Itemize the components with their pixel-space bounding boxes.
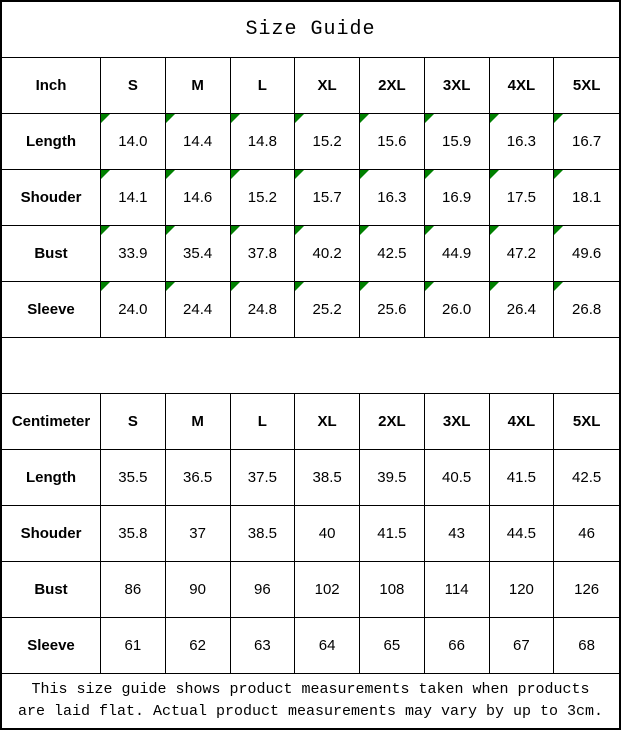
cell-value: 96 (254, 581, 271, 598)
row-label-cell (2, 282, 101, 338)
data-cell (425, 506, 490, 562)
data-cell (101, 114, 166, 170)
cell-corner-marker-icon (360, 282, 369, 291)
header-label: Bust (34, 245, 68, 262)
data-cell (166, 114, 231, 170)
data-cell (295, 170, 360, 226)
cell-corner-marker-icon (425, 226, 434, 235)
header-label: 2XL (378, 413, 406, 430)
data-cell (166, 562, 231, 618)
size-header-cell (425, 58, 490, 114)
data-cell (425, 282, 490, 338)
row-label-cell (2, 562, 101, 618)
data-cell (101, 450, 166, 506)
data-cell (101, 226, 166, 282)
header-label: 5XL (572, 413, 601, 430)
data-cell (425, 562, 490, 618)
data-cell (101, 562, 166, 618)
cell-value: 15.2 (312, 133, 342, 150)
data-cell (490, 562, 555, 618)
row-label-cell (2, 506, 101, 562)
cell-value: 24.8 (247, 301, 277, 318)
size-header-cell (166, 58, 231, 114)
header-label: Length (26, 469, 76, 486)
header-label: M (191, 413, 204, 430)
header-label: 4XL (507, 413, 536, 430)
size-header-cell (360, 394, 425, 450)
data-cell (490, 618, 555, 674)
data-cell (554, 506, 619, 562)
cell-value: 14.1 (118, 189, 148, 206)
unit-header-cell (2, 58, 101, 114)
data-cell (490, 226, 555, 282)
size-header-cell (231, 58, 296, 114)
data-cell (425, 226, 490, 282)
cell-value: 65 (383, 637, 401, 654)
cell-value: 26.0 (442, 301, 472, 318)
data-cell (295, 506, 360, 562)
data-cell (231, 170, 296, 226)
data-cell (554, 450, 619, 506)
cell-corner-marker-icon (554, 114, 563, 123)
cell-corner-marker-icon (554, 170, 563, 179)
cell-corner-marker-icon (425, 114, 434, 123)
data-cell (166, 226, 231, 282)
cell-corner-marker-icon (166, 170, 175, 179)
data-cell (295, 450, 360, 506)
cell-value: 67 (513, 637, 530, 654)
cell-value: 41.5 (506, 469, 536, 486)
cell-corner-marker-icon (360, 226, 369, 235)
header-label: S (127, 413, 138, 430)
data-cell (554, 618, 619, 674)
cell-corner-marker-icon (490, 170, 499, 179)
cell-value: 18.1 (572, 189, 602, 206)
size-header-cell (554, 58, 619, 114)
cell-value: 43 (448, 525, 465, 542)
header-label: 2XL (378, 77, 406, 94)
cell-value: 39.5 (377, 469, 407, 486)
data-cell (295, 226, 360, 282)
data-cell (360, 450, 425, 506)
header-label: 4XL (507, 77, 536, 94)
cell-value: 64 (318, 637, 336, 654)
data-cell (360, 562, 425, 618)
data-cell (231, 282, 296, 338)
cell-corner-marker-icon (166, 226, 175, 235)
size-header-cell (490, 394, 555, 450)
cell-value: 15.2 (247, 189, 277, 206)
cell-value: 44.9 (442, 245, 472, 262)
cell-corner-marker-icon (554, 282, 563, 291)
cell-value: 114 (444, 581, 469, 598)
row-label-cell (2, 450, 101, 506)
data-cell (490, 282, 555, 338)
cell-corner-marker-icon (101, 114, 110, 123)
data-cell (231, 226, 296, 282)
row-label-cell (2, 170, 101, 226)
row-label-cell (2, 618, 101, 674)
data-cell (554, 170, 619, 226)
cell-value: 68 (578, 637, 595, 654)
cell-corner-marker-icon (101, 170, 110, 179)
data-cell (295, 114, 360, 170)
cell-value: 40.5 (442, 469, 472, 486)
cell-value: 24.0 (118, 301, 148, 318)
cell-value: 38.5 (247, 525, 277, 542)
data-cell (490, 506, 555, 562)
header-label: L (257, 413, 267, 430)
data-cell (425, 618, 490, 674)
header-label: 3XL (442, 413, 471, 430)
cell-corner-marker-icon (295, 282, 304, 291)
cell-value: 15.7 (312, 189, 342, 206)
cell-corner-marker-icon (166, 114, 175, 123)
cell-value: 35.4 (183, 245, 213, 262)
data-cell (166, 282, 231, 338)
cell-value: 63 (254, 637, 271, 654)
cell-corner-marker-icon (231, 170, 240, 179)
size-header-cell (101, 58, 166, 114)
data-cell (554, 562, 619, 618)
cell-corner-marker-icon (231, 282, 240, 291)
cell-value: 108 (379, 581, 405, 598)
data-cell (295, 282, 360, 338)
data-cell (166, 170, 231, 226)
measurement-note-line-1: This size guide shows product measurements taken when products (31, 681, 590, 698)
size-header-cell (101, 394, 166, 450)
data-cell (490, 170, 555, 226)
cell-value: 47.2 (506, 245, 536, 262)
cell-corner-marker-icon (490, 282, 499, 291)
header-label: Inch (35, 77, 67, 94)
cell-value: 37.5 (247, 469, 277, 486)
header-label: M (191, 77, 204, 94)
page-title: Size Guide (245, 18, 376, 41)
data-cell (425, 450, 490, 506)
data-cell (101, 282, 166, 338)
cell-value: 41.5 (377, 525, 407, 542)
cell-value: 16.7 (572, 133, 602, 150)
header-label: L (257, 77, 267, 94)
cell-value: 17.5 (506, 189, 536, 206)
cell-value: 90 (189, 581, 206, 598)
cell-value: 86 (124, 581, 142, 598)
size-header-cell (166, 394, 231, 450)
cell-value: 14.8 (247, 133, 277, 150)
data-cell (231, 450, 296, 506)
size-header-cell (231, 394, 296, 450)
data-cell (166, 450, 231, 506)
cell-value: 120 (508, 581, 534, 598)
cell-corner-marker-icon (360, 170, 369, 179)
cell-value: 14.0 (118, 133, 148, 150)
cell-value: 25.2 (312, 301, 342, 318)
header-label: XL (317, 413, 337, 430)
data-cell (166, 506, 231, 562)
cell-value: 42.5 (377, 245, 407, 262)
header-label: Bust (34, 581, 68, 598)
data-cell (490, 114, 555, 170)
cell-value: 126 (574, 581, 600, 598)
cell-corner-marker-icon (554, 226, 563, 235)
data-cell (360, 618, 425, 674)
cell-value: 35.8 (118, 525, 148, 542)
header-label: 5XL (572, 77, 601, 94)
cell-value: 35.5 (118, 469, 148, 486)
header-label: XL (317, 77, 337, 94)
cell-value: 15.6 (377, 133, 407, 150)
cell-corner-marker-icon (166, 282, 175, 291)
data-cell (231, 506, 296, 562)
data-cell (101, 170, 166, 226)
centimeter-size-table (2, 394, 619, 674)
cell-value: 24.4 (183, 301, 213, 318)
size-header-cell (425, 394, 490, 450)
data-cell (295, 618, 360, 674)
cell-corner-marker-icon (101, 282, 110, 291)
cell-value: 14.6 (183, 189, 213, 206)
cell-value: 26.8 (572, 301, 602, 318)
cell-value: 102 (314, 581, 340, 598)
cell-value: 38.5 (312, 469, 342, 486)
cell-value: 37.8 (247, 245, 277, 262)
measurement-note (2, 674, 619, 728)
cell-value: 40.2 (312, 245, 342, 262)
data-cell (425, 114, 490, 170)
cell-value: 16.3 (506, 133, 536, 150)
data-cell (360, 114, 425, 170)
data-cell (360, 506, 425, 562)
cell-value: 61 (124, 637, 142, 654)
cell-corner-marker-icon (490, 226, 499, 235)
cell-corner-marker-icon (231, 226, 240, 235)
title-bar (2, 2, 619, 58)
spacer-row (2, 338, 619, 394)
cell-value: 46 (578, 525, 595, 542)
cell-corner-marker-icon (231, 114, 240, 123)
header-label: 3XL (442, 77, 471, 94)
data-cell (101, 506, 166, 562)
data-cell (554, 114, 619, 170)
cell-corner-marker-icon (425, 170, 434, 179)
header-label: Shouder (20, 525, 82, 542)
size-header-cell (295, 394, 360, 450)
cell-corner-marker-icon (295, 170, 304, 179)
cell-value: 49.6 (572, 245, 602, 262)
size-header-cell (295, 58, 360, 114)
cell-corner-marker-icon (425, 282, 434, 291)
data-cell (166, 618, 231, 674)
data-cell (231, 618, 296, 674)
data-cell (231, 114, 296, 170)
header-label: Shouder (20, 189, 82, 206)
cell-value: 40 (318, 525, 336, 542)
cell-corner-marker-icon (490, 114, 499, 123)
row-label-cell (2, 226, 101, 282)
cell-value: 66 (448, 637, 465, 654)
header-label: Sleeve (27, 637, 75, 654)
header-label: S (127, 77, 138, 94)
data-cell (425, 170, 490, 226)
header-label: Length (26, 133, 76, 150)
cell-value: 26.4 (506, 301, 536, 318)
cell-value: 14.4 (183, 133, 213, 150)
header-label: Centimeter (11, 413, 91, 430)
cell-value: 37 (189, 525, 206, 542)
data-cell (101, 618, 166, 674)
size-header-cell (360, 58, 425, 114)
measurement-note-line-2: are laid flat. Actual product measurements may vary by up to 3cm. (17, 703, 604, 720)
unit-header-cell (2, 394, 101, 450)
cell-value: 25.6 (377, 301, 407, 318)
cell-corner-marker-icon (360, 114, 369, 123)
data-cell (295, 562, 360, 618)
data-cell (360, 226, 425, 282)
data-cell (554, 282, 619, 338)
cell-corner-marker-icon (101, 226, 110, 235)
header-label: Sleeve (27, 301, 75, 318)
data-cell (490, 450, 555, 506)
data-cell (231, 562, 296, 618)
inch-size-table (2, 58, 619, 338)
cell-value: 42.5 (572, 469, 602, 486)
data-cell (554, 226, 619, 282)
cell-value: 15.9 (442, 133, 472, 150)
cell-value: 44.5 (506, 525, 536, 542)
cell-value: 16.3 (377, 189, 407, 206)
cell-value: 62 (189, 637, 206, 654)
cell-value: 36.5 (183, 469, 213, 486)
cell-corner-marker-icon (295, 114, 304, 123)
cell-corner-marker-icon (295, 226, 304, 235)
data-cell (360, 170, 425, 226)
size-header-cell (554, 394, 619, 450)
cell-value: 16.9 (442, 189, 472, 206)
size-header-cell (490, 58, 555, 114)
row-label-cell (2, 114, 101, 170)
data-cell (360, 282, 425, 338)
cell-value: 33.9 (118, 245, 148, 262)
